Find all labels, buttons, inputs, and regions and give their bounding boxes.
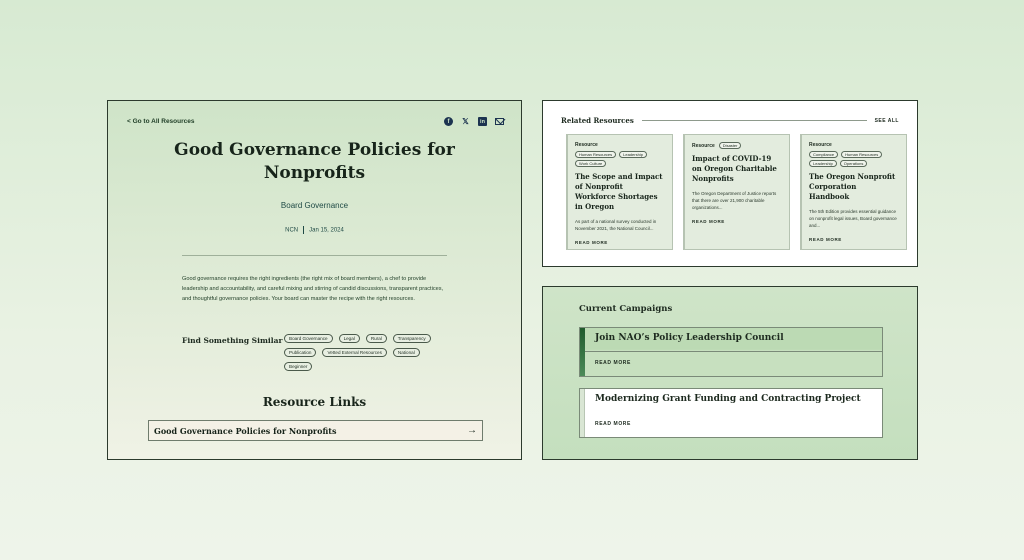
see-all-link[interactable]: SEE ALL — [874, 117, 899, 124]
card-title: Impact of COVID-19 on Oregon Charitable Nonprofits — [692, 154, 777, 183]
related-resources-title: Related Resources — [561, 116, 634, 125]
tag-publication[interactable]: Publication — [284, 348, 316, 357]
tag-rural[interactable]: Rural — [366, 334, 387, 343]
card-header — [692, 142, 782, 149]
campaign-item[interactable] — [579, 327, 883, 377]
read-more-link[interactable]: READ MORE — [809, 237, 842, 242]
card-description: The 5th Edition provides essential guidance on nonprofit legal issues, Board governance and... — [809, 209, 897, 228]
card-type: Resource — [575, 142, 598, 148]
tag-national[interactable]: National — [393, 348, 420, 357]
tag-list — [284, 334, 454, 371]
campaign-accent-bar — [580, 328, 585, 376]
resource-panel — [107, 100, 522, 460]
card-description: As part of a national survey conducted in November 2021, the National Council... — [575, 219, 657, 231]
x-icon[interactable]: 𝕏 — [462, 117, 469, 126]
related-resources-header — [561, 116, 899, 125]
facebook-icon[interactable]: f — [444, 117, 453, 126]
tag-board-governance[interactable]: Board Governance — [284, 334, 333, 343]
campaign-divider — [585, 351, 882, 352]
back-to-resources-link[interactable]: < Go to All Resources — [127, 118, 195, 125]
read-more-link[interactable]: READ MORE — [595, 360, 631, 366]
card-type: Resource — [809, 142, 832, 148]
card-description: The Oregon Department of Justice reports that there are over 21,900 charitable organizations... — [692, 191, 777, 210]
card-type: Resource — [692, 142, 715, 149]
campaign-title: Modernizing Grant Funding and Contracting Project — [595, 394, 861, 404]
meta-divider — [303, 226, 304, 234]
find-similar-label: Find Something Similar — [182, 336, 283, 345]
tag-vetted-external-resources[interactable]: Vetted External Resources — [322, 348, 386, 357]
tag-beginner[interactable]: Beginner — [284, 362, 312, 371]
arrow-right-icon: → — [467, 425, 477, 436]
page-title — [108, 139, 521, 185]
page-title-line2: Nonprofits — [263, 163, 366, 183]
card-tag[interactable]: Work Culture — [575, 160, 606, 167]
resource-category[interactable]: Board Governance — [280, 201, 349, 210]
resource-cards — [566, 134, 907, 250]
resource-link-label: Good Governance Policies for Nonprofits — [154, 425, 337, 436]
divider — [182, 255, 447, 256]
resource-author: NCN — [285, 227, 299, 234]
card-tag[interactable]: Operations — [840, 160, 868, 167]
resource-card[interactable] — [566, 134, 673, 250]
card-tag[interactable]: Human Resources — [575, 151, 616, 158]
find-similar-section — [182, 334, 454, 371]
campaign-accent-bar — [580, 389, 585, 437]
campaign-item[interactable] — [579, 388, 883, 438]
resource-meta — [108, 226, 521, 234]
card-tag[interactable]: Compliance — [809, 151, 838, 158]
card-tag[interactable]: Leadership — [619, 151, 647, 158]
card-tags — [809, 151, 899, 167]
current-campaigns-heading: Current Campaigns — [579, 304, 673, 314]
linkedin-icon[interactable]: in — [478, 117, 487, 126]
resource-card[interactable] — [800, 134, 907, 250]
read-more-link[interactable]: READ MORE — [595, 421, 631, 427]
card-tag[interactable]: Leadership — [809, 160, 837, 167]
page-title-line1: Good Governance Policies for — [174, 140, 455, 160]
tag-legal[interactable]: Legal — [339, 334, 360, 343]
resource-links-heading: Resource Links — [262, 395, 367, 409]
tag-transparency[interactable]: Transparency — [393, 334, 431, 343]
resource-date: Jan 15, 2024 — [309, 227, 344, 234]
card-title: The Oregon Nonprofit Corporation Handbook — [809, 172, 896, 201]
campaign-title: Join NAO’s Policy Leadership Council — [595, 333, 784, 343]
resource-link[interactable] — [148, 420, 483, 441]
related-resources-panel — [542, 100, 918, 267]
header-rule — [642, 120, 867, 121]
card-title: The Scope and Impact of Nonprofit Workforce Shortages in Oregon — [575, 172, 663, 211]
resource-card[interactable] — [683, 134, 790, 250]
current-campaigns-panel — [542, 286, 918, 460]
card-tag[interactable]: Disaster — [719, 142, 742, 149]
card-tags — [575, 151, 665, 167]
card-tag[interactable]: Human Resources — [841, 151, 882, 158]
email-icon[interactable] — [495, 118, 504, 125]
resource-description: Good governance requires the right ingredients (the right mix of board members), a chef to provide leadership and accountability, and careful mixing and stirring of candid discussions, transparent practices, and thoughtful governance policies. Your board can master the recipe with the right resources. — [182, 276, 444, 302]
share-icons — [444, 117, 504, 126]
read-more-link[interactable]: READ MORE — [575, 240, 608, 245]
read-more-link[interactable]: READ MORE — [692, 219, 725, 224]
